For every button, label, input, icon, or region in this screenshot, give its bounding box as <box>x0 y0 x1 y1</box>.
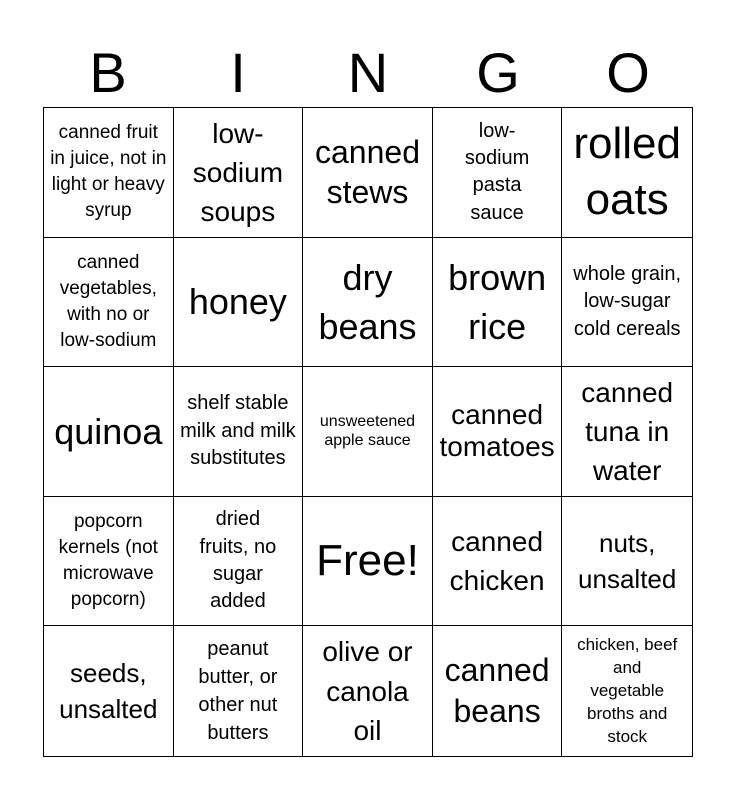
cell-text: canned beans <box>444 651 550 730</box>
cell-text: rolled oats <box>573 119 681 225</box>
header-letter-i: I <box>230 41 246 104</box>
bingo-cell[interactable] <box>174 626 304 756</box>
cell-text: olive or canola oil <box>322 636 413 746</box>
cell-text: brown rice <box>448 256 547 347</box>
bingo-cell[interactable] <box>562 108 692 238</box>
bingo-cell[interactable] <box>433 367 563 497</box>
bingo-cell[interactable] <box>303 238 433 368</box>
bingo-cell[interactable] <box>174 108 304 238</box>
header-letter-b: B <box>89 41 127 104</box>
bingo-cell[interactable] <box>303 626 433 756</box>
cell-text: nuts, unsalted <box>578 527 677 595</box>
free-space-label: Free! <box>316 536 419 586</box>
bingo-cell[interactable] <box>433 108 563 238</box>
bingo-cell[interactable] <box>433 626 563 756</box>
header-letter-n: N <box>347 41 389 104</box>
bingo-header <box>43 40 693 106</box>
cell-text: canned chicken <box>449 525 545 597</box>
header-letter-o: O <box>606 41 650 104</box>
cell-text: unsweetened apple sauce <box>319 413 416 450</box>
cell-text: popcorn kernels (not microwave popcorn) <box>58 511 158 611</box>
bingo-cell[interactable] <box>44 626 174 756</box>
bingo-cell[interactable] <box>44 108 174 238</box>
cell-text: canned stews <box>315 134 420 211</box>
bingo-cell[interactable] <box>562 626 692 756</box>
bingo-cell[interactable] <box>303 108 433 238</box>
cell-text: seeds, unsalted <box>59 657 158 725</box>
cell-text: low-sodium soups <box>192 117 284 227</box>
cell-text: quinoa <box>54 410 163 452</box>
bingo-cell[interactable] <box>433 497 563 627</box>
cell-text: shelf stable milk and milk substitutes <box>180 392 296 470</box>
bingo-cell[interactable] <box>44 497 174 627</box>
cell-text: dry beans <box>318 256 417 347</box>
bingo-cell[interactable] <box>44 367 174 497</box>
cell-text: whole grain, low-sugar cold cereals <box>573 262 682 340</box>
bingo-board <box>43 107 693 757</box>
cell-text: canned vegetables, with no or low-sodium <box>59 251 157 351</box>
cell-text: honey <box>188 281 287 323</box>
cell-text: peanut butter, or other nut butters <box>198 638 278 745</box>
bingo-cell[interactable] <box>433 238 563 368</box>
cell-text: canned tuna in water <box>581 376 674 487</box>
cell-text: dried fruits, no sugar added <box>199 508 277 613</box>
bingo-cell[interactable] <box>303 367 433 497</box>
bingo-cell[interactable] <box>562 238 692 368</box>
bingo-cell[interactable] <box>174 367 304 497</box>
bingo-cell[interactable] <box>174 238 304 368</box>
bingo-cell[interactable] <box>44 238 174 368</box>
cell-text: low-sodium pasta sauce <box>464 119 530 224</box>
cell-text: canned tomatoes <box>439 398 555 463</box>
header-letter-g: G <box>476 41 520 104</box>
bingo-cell[interactable] <box>562 367 692 497</box>
bingo-cell[interactable] <box>303 497 433 627</box>
bingo-cell[interactable] <box>174 497 304 627</box>
bingo-cell[interactable] <box>562 497 692 627</box>
cell-text: canned fruit in juice, not in light or heavy syrup <box>50 122 167 222</box>
cell-text: chicken, beef and vegetable broths and stock <box>577 634 678 746</box>
